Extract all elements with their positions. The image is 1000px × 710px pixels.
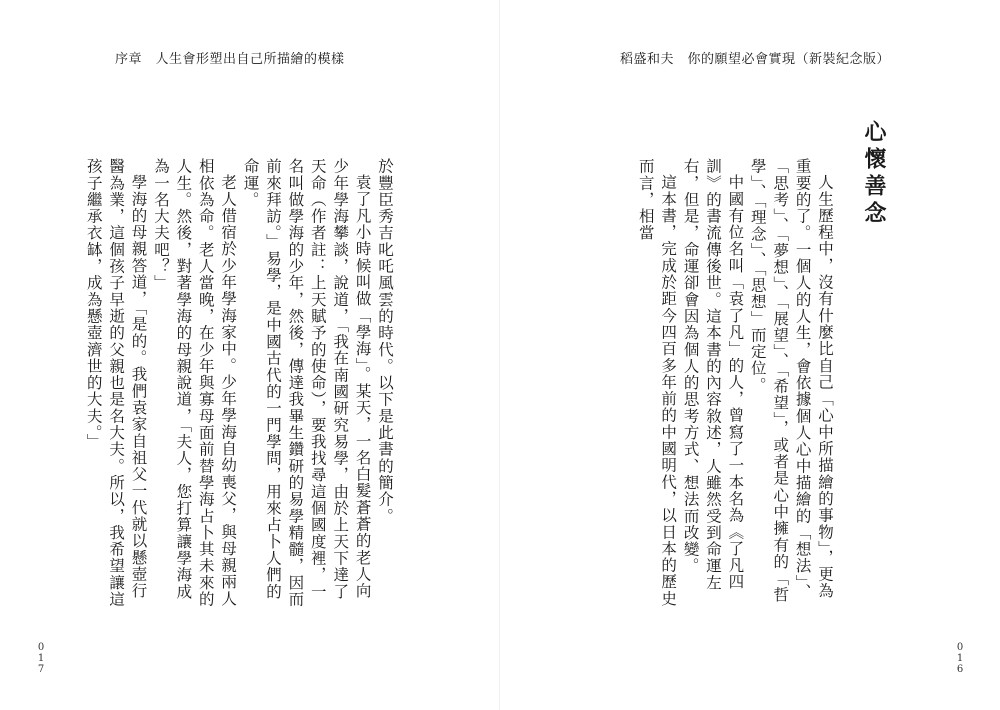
left-page-body [84, 158, 396, 608]
paragraph: 人生歷程中，沒有什麼比自己「心中所描繪的事物」，更為重要的了。一個人的人生，會依據個人心中描繪的「想法」、「思考」、「夢想」、「展望」、「希望」，或者是心中擁有的「哲學」、「理念」、「思想」而定位。 [748, 158, 834, 604]
paragraph: 老人借宿於少年學海家中。少年學海自幼喪父，與母親兩人相依為命。老人當晚，在少年與寡母面前替學海占卜其未來的人生。然後，對著學海的母親說道，「夫人，您打算讓學海成為一名大夫吧？」 [151, 158, 238, 608]
paragraph: 中國有位名叫「袁了凡」的人，曾寫了一本名為《了凡四訓》的書流傳後世。這本書的內容敘述，人雖然受到命運左右，但是，命運卻會因為個人的思考方式、想法而改變。 [681, 158, 745, 591]
section-title: 心懷善念 [861, 120, 887, 228]
paragraph: 學海的母親答道，「是的。我們袁家自祖父一代就以懸壺行醫為業，這個孩子早逝的父親也是名大夫。所以，我希望讓這孩子繼承衣缽，成為懸壺濟世的大夫。」 [84, 158, 148, 608]
page-number: 016 [956, 642, 964, 675]
page-number: 017 [37, 642, 45, 675]
paragraph: 這本書，完成於距今四百多年前的中國明代，以日本的歷史而言，相當 [636, 158, 678, 607]
paragraph: 袁了凡小時候叫做「學海」。某天，一名白髮蒼蒼的老人向少年學海攀談，說道，「我在南國研究易學，由於上天下達了天命（作者註：上天賦予的使命），要我找尋這個國度裡，一名叫做學海的少年，然後，傳達我畢生鑽研的易學精髓，因而前來拜訪。」易學，是中國古代的一門學問，用來占卜人們的命運。 [241, 158, 372, 608]
running-head-chapter: 序章 人生會形塑出自己所描繪的模樣 [115, 52, 345, 67]
right-page [500, 0, 1000, 710]
right-page-body [610, 158, 836, 608]
paragraph: 於豐臣秀吉叱吒風雲的時代。以下是此書的簡介。 [376, 158, 394, 525]
running-head-book-title: 稻盛和夫 你的願望必會實現（新裝紀念版） [619, 52, 890, 67]
